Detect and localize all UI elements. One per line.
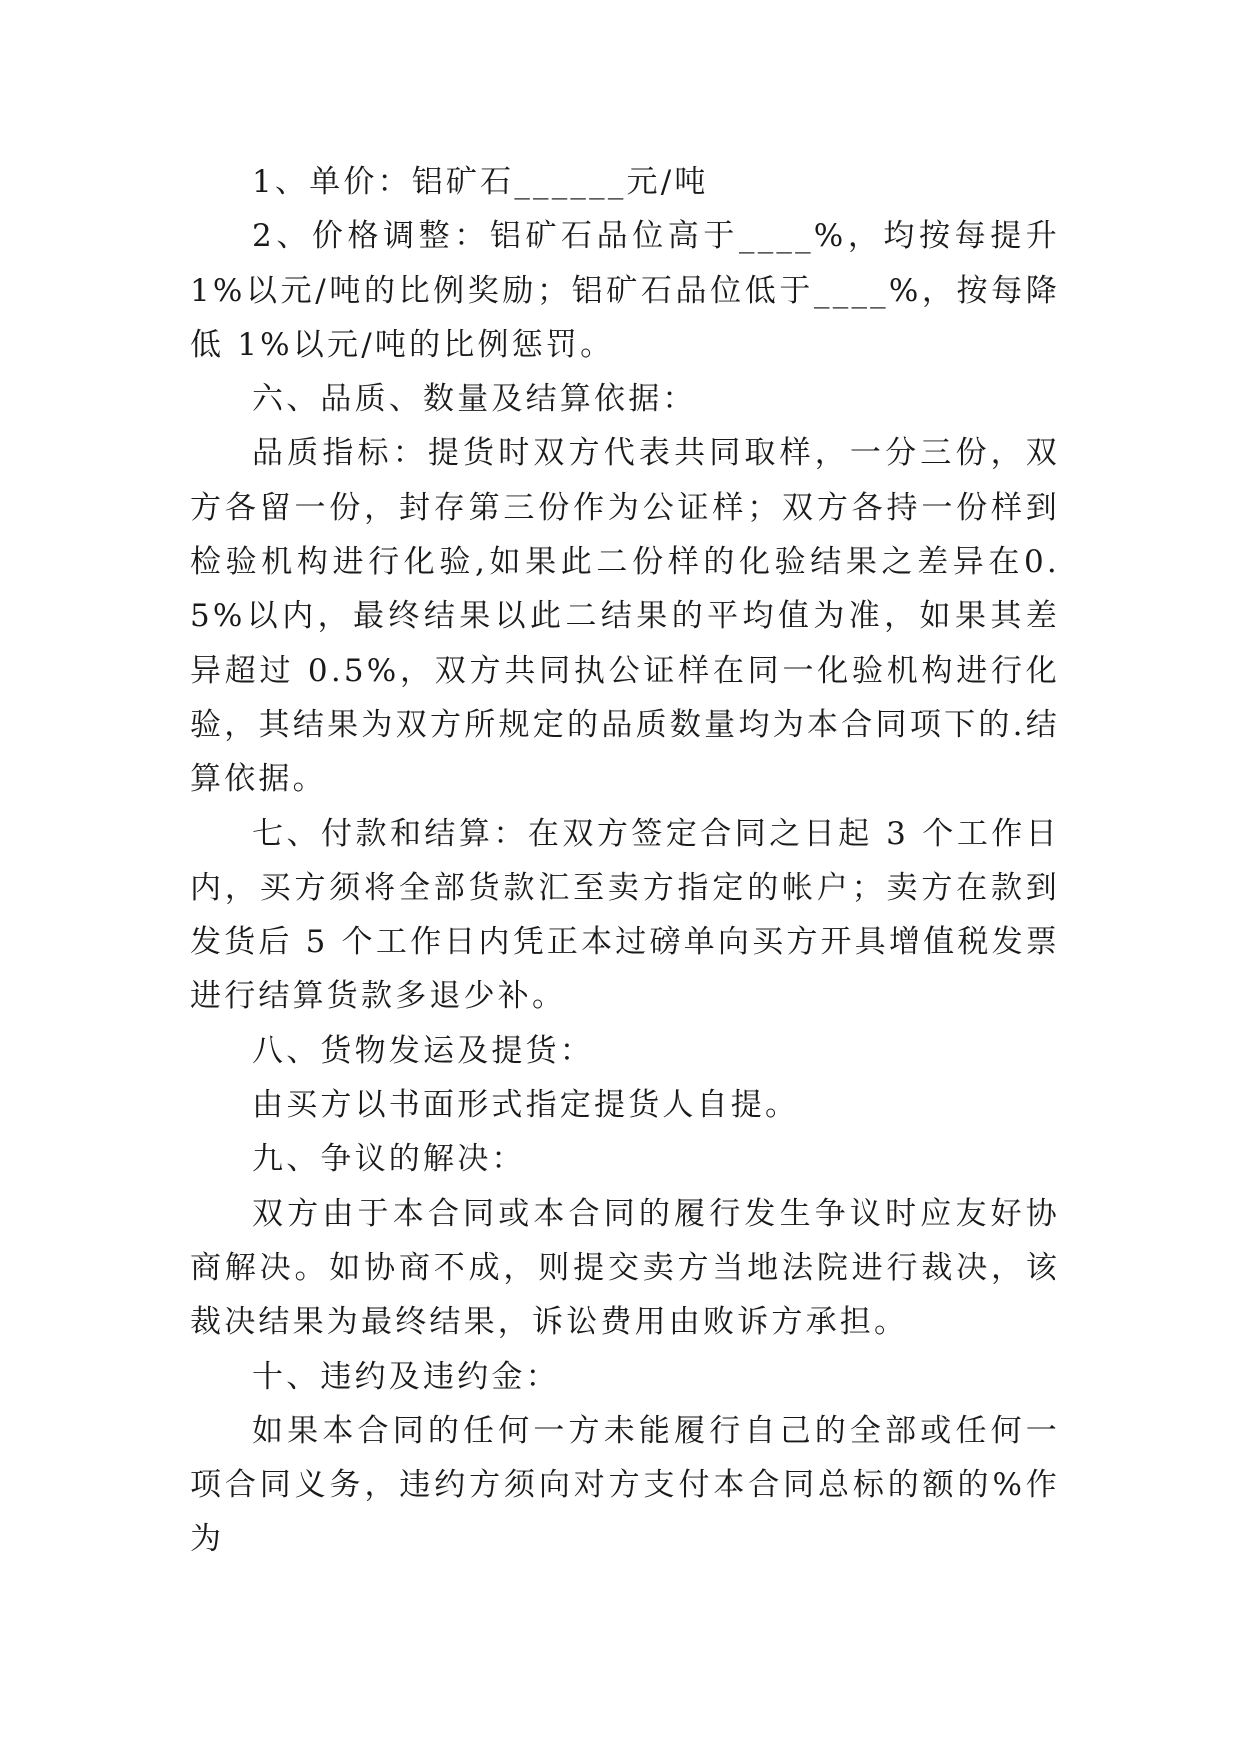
paragraph-dispute: 双方由于本合同或本合同的履行发生争议时应友好协商解决。如协商不成，则提交卖方当地法院进行裁决，该裁决结果为最终结果，诉讼费用由败诉方承担。 bbox=[190, 1195, 1060, 1341]
paragraph-price-adjustment: 2、价格调整：铝矿石品位高于____%，均按每提升 1%以元/吨的比例奖励；铝矿石品位低于____%，按每降低 1%以元/吨的比例惩罚。 bbox=[190, 218, 1060, 363]
section-heading-dispute: 九、争议的解决： bbox=[252, 1141, 526, 1178]
section-heading-quality: 六、品质、数量及结算依据： bbox=[252, 381, 697, 418]
paragraph-quality-index: 品质指标：提货时双方代表共同取样，一分三份，双方各留一份，封存第三份作为公证样；双方各持一份样到检验机构进行化验,如果此二份样的化验结果之差异在0.5%以内，最终结果以此二结果的平均值为准，如果其差异超过 0.5%，双方共同执公证样在同一化验机构进行化验，其结果为双方所规定的品质数量均为本合同项下的.结算依据。 bbox=[190, 435, 1060, 798]
paragraph-unit-price: 1、单价：铝矿石______元/吨 bbox=[252, 164, 709, 200]
paragraph-breach: 如果本合同的任何一方未能履行自己的全部或任何一项合同义务，违约方须向对方支付本合同总标的额的%作为 bbox=[190, 1412, 1060, 1558]
paragraph-payment-settlement: 七、付款和结算：在双方签定合同之日起 3 个工作日内，买方须将全部货款汇至卖方指定的帐户；卖方在款到发货后 5 个工作日内凭正本过磅单向买方开具增值税发票进行结算货款多退少补。 bbox=[190, 815, 1060, 1015]
section-heading-shipping: 八、货物发运及提货： bbox=[252, 1032, 594, 1069]
section-heading-breach: 十、违约及违约金： bbox=[252, 1358, 560, 1395]
document-body bbox=[190, 155, 1060, 1567]
paragraph-shipping: 由买方以书面形式指定提货人自提。 bbox=[252, 1087, 800, 1124]
